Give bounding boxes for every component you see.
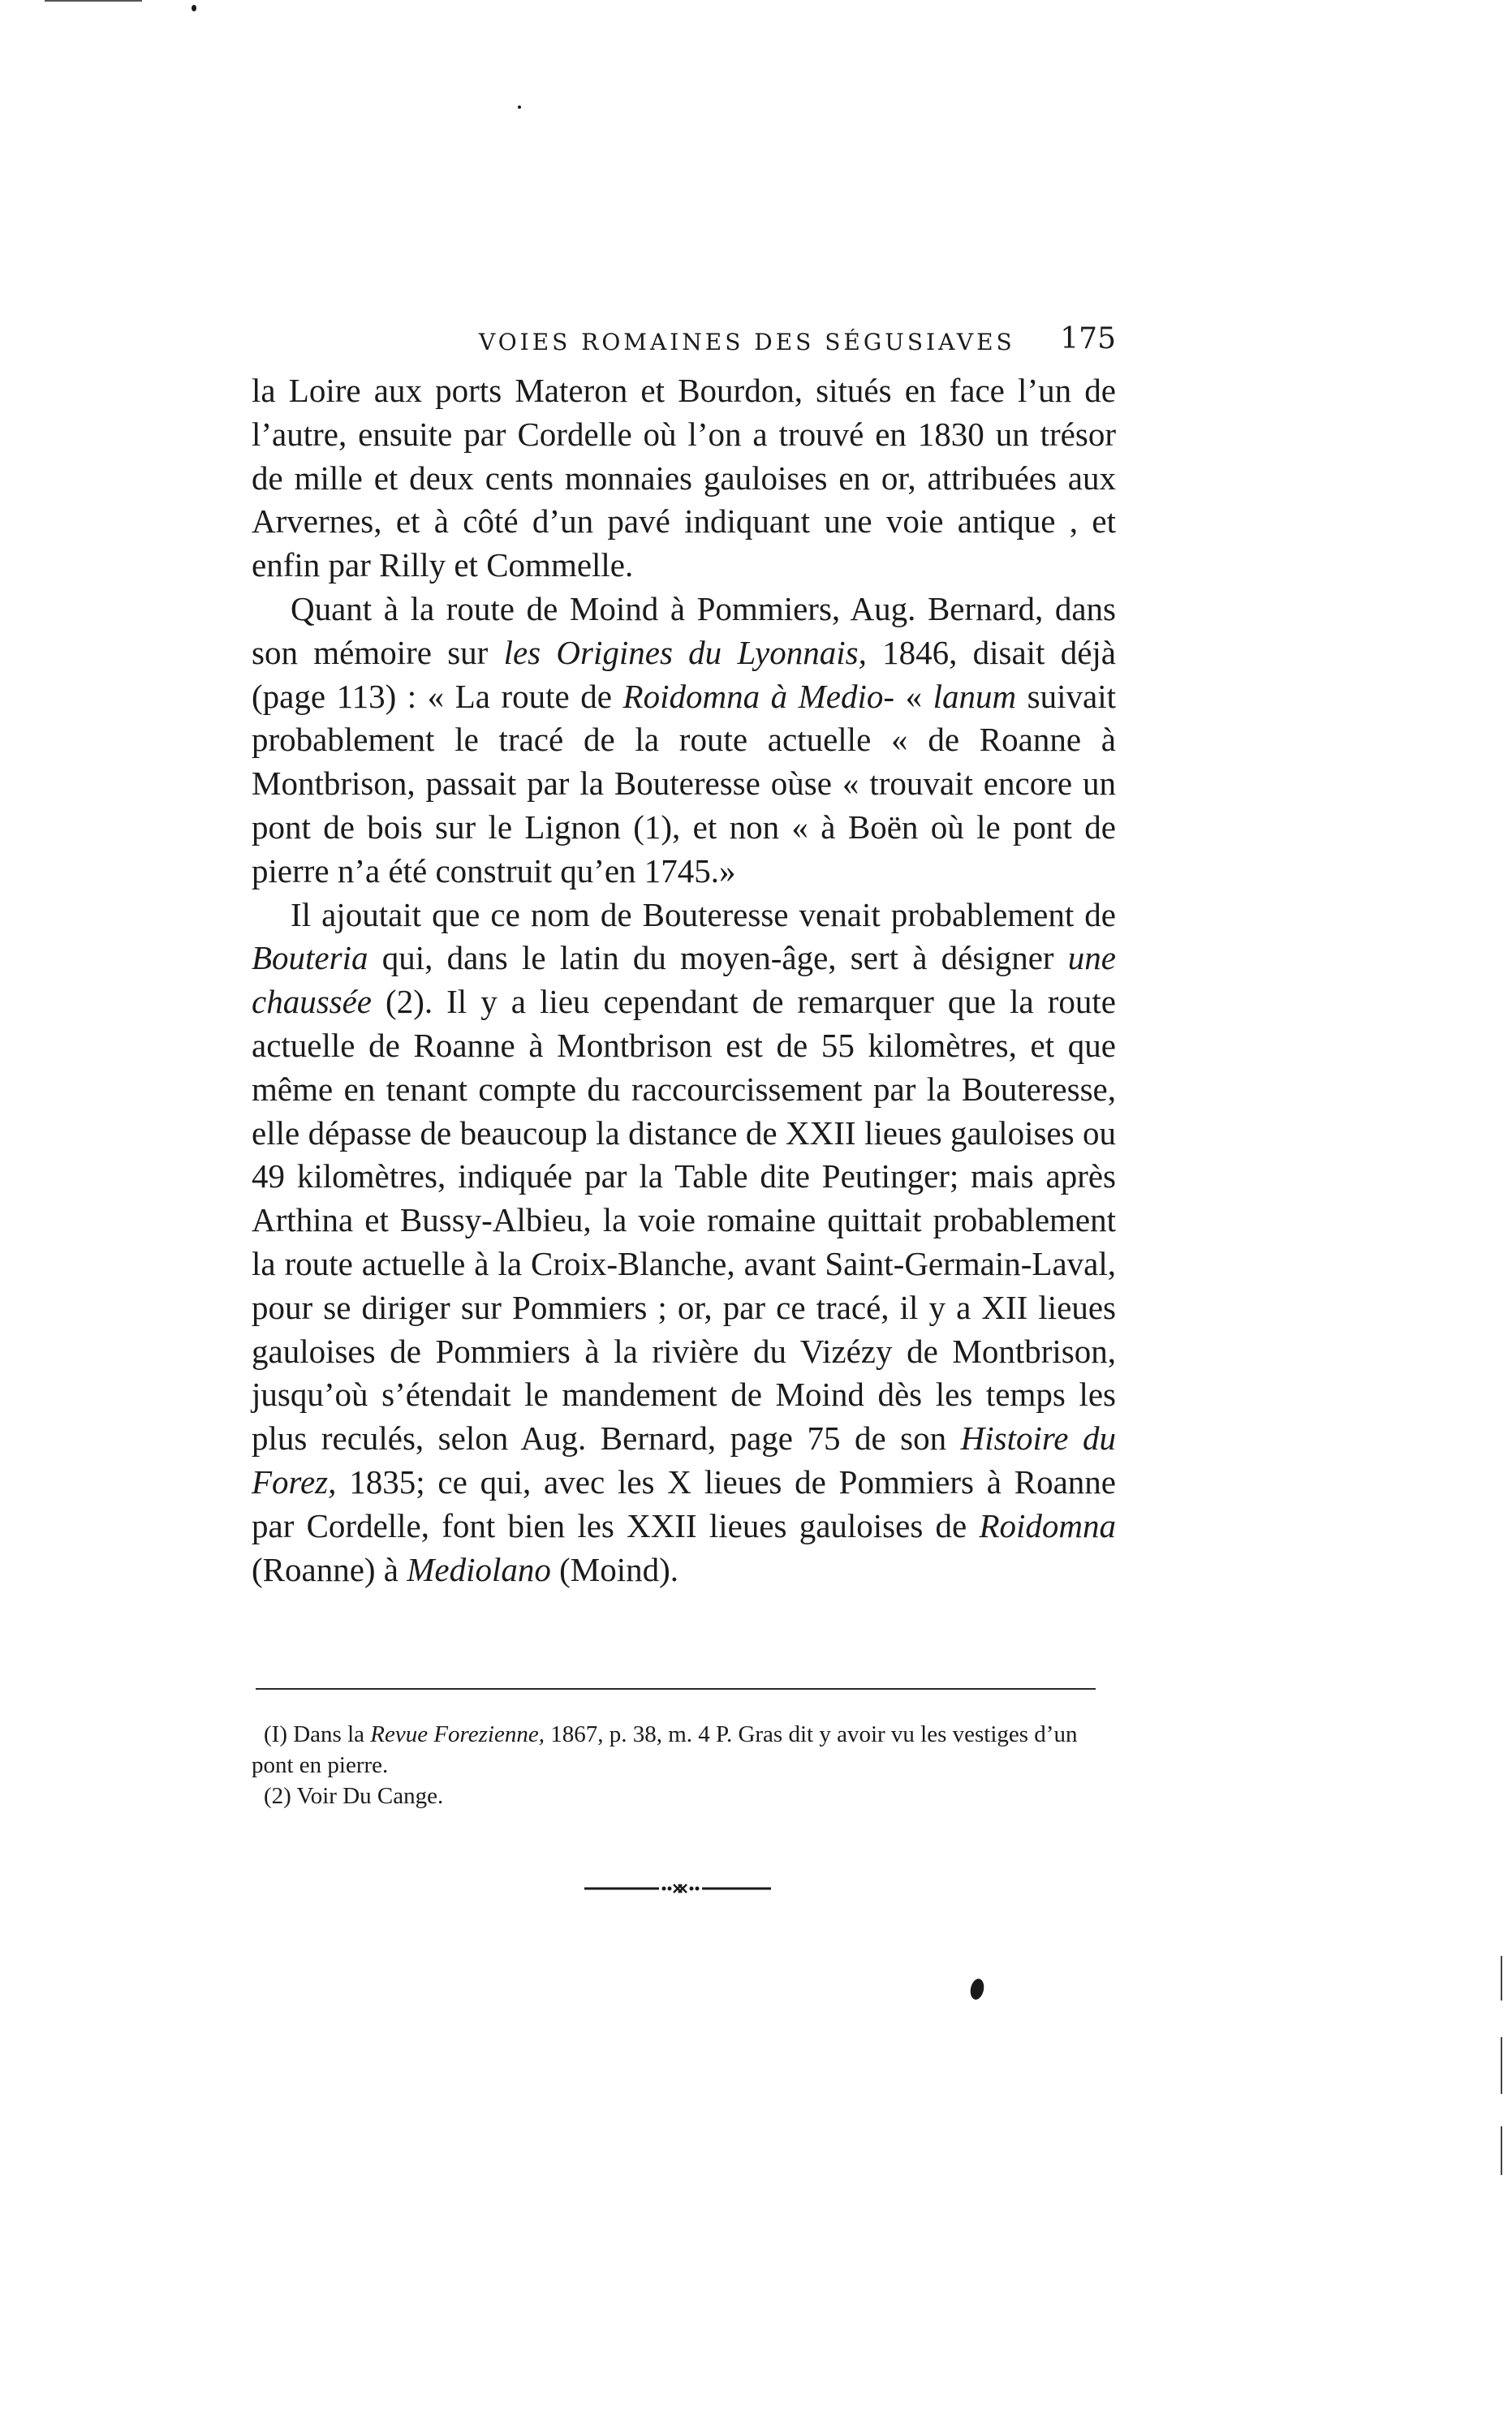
scan-edge-mark: [1501, 1956, 1502, 2001]
italic-title: Revue Forezienne,: [370, 1721, 545, 1747]
footnote-2: (2) Voir Du Cange.: [264, 1783, 444, 1809]
page-number: 175: [1060, 322, 1116, 355]
main-text: [252, 369, 1116, 1591]
scan-edge-mark: [1501, 2037, 1502, 2094]
footnotes: [252, 1719, 1116, 1811]
italic-title: Histoire du Forez,: [252, 1419, 1116, 1501]
ink-speck: [518, 106, 521, 109]
paragraph-2: [252, 588, 1116, 894]
italic-term: une chaussée: [252, 939, 1116, 1021]
italic-place: Mediolano: [407, 1550, 551, 1588]
text-run: 1846, disait déjà (page 113) : « La route de: [252, 633, 1116, 715]
text-run: (2). Il y a lieu cependant de remarquer que la route actuelle de Roanne à Montbrison est de 55 kilomètres, et que même en tenant compte du raccourcissement par la Bouteresse, elle dépasse de beaucoup la distance de XXII lieues gauloises ou 49 kilomètres, indiquée par la Table dite Peutinger; mais après Arthina et Bussy-Albieu, la voie romaine quittait probablement la route actuelle à la Croix-Blanche, avant Saint-Germain-Laval, pour se diriger sur Pommiers ; or, par ce tracé, il y a XII lieues gauloises de Pommiers à la rivière du Vizézy de Montbrison, jusqu’où s’étendait le mandement de Moind dès les temps les plus reculés, selon Aug. Bernard, page 75 de son: [252, 983, 1116, 1458]
text-run: (Roanne) à: [252, 1550, 407, 1588]
text-run: qui, dans le latin du moyen-âge, sert à désigner: [368, 939, 1068, 977]
italic-term: Bouteria: [252, 939, 368, 977]
text-run: (I) Dans la: [264, 1721, 371, 1747]
footnote-1: [252, 1719, 1116, 1781]
text-run: 1835; ce qui, avec les X lieues de Pommiers à Roanne par Cordelle, font bien les XXII lieues gauloises de: [252, 1462, 1116, 1544]
text-run: Quant à la route de Moind à Pommiers, Aug. Bernard, dans son mémoire sur: [252, 589, 1116, 671]
scan-edge-line: [45, 0, 142, 2]
running-title: VOIES ROMAINES DES SÉGUSIAVES: [479, 329, 1015, 355]
ink-blot: [968, 1978, 985, 2001]
fleuron-tailpiece-icon: [584, 1883, 771, 1894]
paragraph-3: [252, 894, 1116, 1592]
italic-place: lanum: [933, 677, 1017, 715]
paragraph-1: la Loire aux ports Materon et Bourdon, situés en face l’un de l’autre, ensuite par Cordelle où l’on a trouvé en 1830 un trésor de mille et deux cents monnaies gauloises en or, attribuées aux Arvernes, et à côté d’un pavé indiquant une voie antique , et enfin par Rilly et Commelle.: [252, 372, 1116, 584]
text-run: «: [894, 677, 933, 715]
text-run: (Moind).: [550, 1550, 679, 1588]
italic-title: les Origines du Lyonnais,: [503, 633, 867, 671]
scan-edge-mark: [1501, 2126, 1502, 2175]
text-run: Il ajoutait que ce nom de Bouteresse venait probablement de: [291, 895, 1116, 933]
italic-place: Roidomna à Medio-: [622, 677, 895, 715]
text-run: suivait probablement le tracé de la route actuelle « de Roanne à Montbrison, passait par la Bouteresse oùse « trouvait encore un pont de bois sur le Lignon (1), et non « à Boën où le pont de pierre n’a été construit qu’en 1745.»: [252, 677, 1116, 889]
ink-speck: [192, 5, 196, 11]
footnote-separator: [256, 1688, 1096, 1690]
page-header: [252, 321, 1116, 361]
italic-place: Roidomna: [979, 1506, 1116, 1544]
text-run: 1867, p. 38, m. 4 P. Gras dit y avoir vu les vestiges d’un pont en pierre.: [252, 1721, 1078, 1778]
